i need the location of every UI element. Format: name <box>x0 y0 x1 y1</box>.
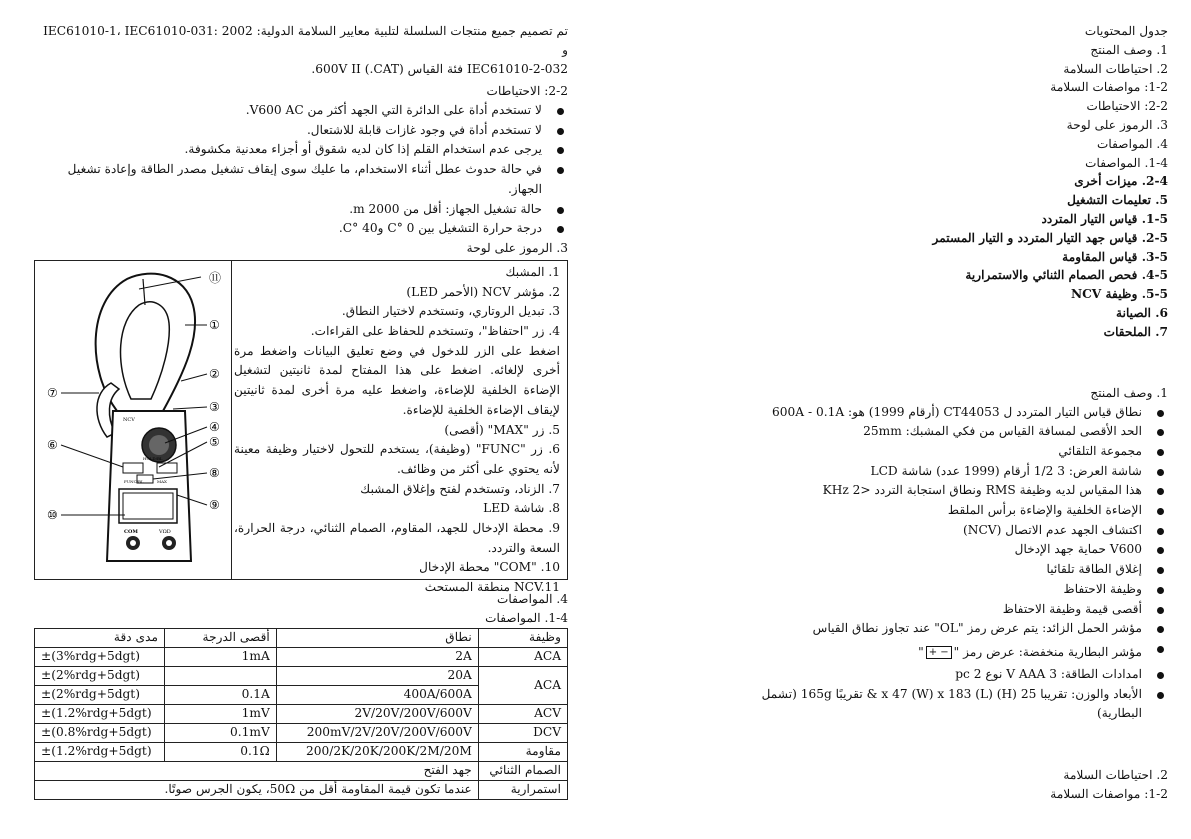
callout-6: ⑥ <box>47 437 58 452</box>
safety-subtitle: 1-2: مواصفات السلامة <box>1050 787 1168 802</box>
table-row <box>35 666 568 685</box>
battery-text: مؤشر البطارية منخفضة: عرض رمز " <box>953 644 1142 659</box>
ncv-label: NCV <box>123 416 135 423</box>
list-item: الأبعاد والوزن: تقريبا 25 (H) x 47 (W) x 183 (L) & تقريبًا 165g (تشمل البطارية) <box>725 685 1168 724</box>
table-row <box>35 647 568 666</box>
callout-8: ⑧ <box>209 465 220 480</box>
list-item: الحد الأقصى لمسافة القياس من فكي المشبك: 25mm <box>725 422 1168 442</box>
callout-11: ⑪ <box>209 270 222 285</box>
panel-item: 2. مؤشر NCV (الأحمر LED) <box>406 284 560 299</box>
toc-item: 2-2: الاحتياطات <box>1086 99 1168 114</box>
list-item: وظيفة الاحتفاظ <box>725 580 1168 600</box>
callout-3: ③ <box>209 399 220 414</box>
cell-accuracy: ±(2%rdg+5dgt) <box>35 685 165 704</box>
list-item: مؤشر البطارية منخفضة: عرض رمز "− +" <box>725 639 1168 665</box>
cell-resolution: 0.1mV <box>165 723 277 742</box>
panel-item: 9. محطة الإدخال للجهد، المقاوم، الصمام الثنائي، درجة الحرارة، السعة والتردد. <box>234 521 560 555</box>
list-item: هذا المقياس لديه وظيفة RMS ونطاق استجابة التردد <2 KHz <box>725 481 1168 501</box>
table-row <box>35 704 568 723</box>
desc-list-2 <box>725 665 1168 724</box>
panel-diagram <box>34 260 568 595</box>
cell-range: 400A/600A <box>276 685 478 704</box>
cell-function: مقاومة <box>478 742 567 761</box>
toc-item: 5. تعليمات التشغيل <box>1067 193 1168 208</box>
panel-item: 4. زر "احتفاظ"، وتستخدم للحفاظ على القراءات. <box>310 324 560 339</box>
list-item: مجموعة التلقائي <box>725 442 1168 462</box>
cell-resolution: 0.1A <box>165 685 277 704</box>
list-item: الإضاءة الخلفية والإضاءة برأس الملقط <box>725 501 1168 521</box>
header-accuracy: مدى دقة <box>35 628 165 647</box>
cell-range: 2V/20V/200V/600V <box>276 704 478 723</box>
table-row <box>35 723 568 742</box>
toc-item: 2. احتياطات السلامة <box>1063 61 1168 76</box>
panel-items <box>234 263 560 598</box>
list-item: في حالة حدوث عطل أثناء الاستخدام، ما عليك سوى إيقاف تشغيل مصدر الطاقة وإعادة تشغيل الجهاز. <box>34 160 568 199</box>
specs-table <box>34 628 568 800</box>
callout-1: ① <box>209 317 220 332</box>
toc-item: 1-5. قياس التيار المتردد <box>1041 211 1168 226</box>
table-row <box>35 742 568 761</box>
intro-line-1: تم تصميم جميع منتجات السلسلة لتلبية معايير السلامة الدولية: IEC61010-1، IEC61010-031: 2002 و <box>43 24 568 57</box>
toc-item: 3-5. قياس المقاومة <box>1062 249 1168 264</box>
cell-accuracy: ±(1.2%rdg+5dgt) <box>35 704 165 723</box>
panel-item: 1. المشبك <box>505 264 560 279</box>
list-item: V600 حماية جهد الإدخال <box>725 540 1168 560</box>
toc-item: 4. المواصفات <box>1096 136 1168 151</box>
toc-item: 2-4. ميزات أخرى <box>1074 174 1168 189</box>
panel-item: 8. شاشة LED <box>483 501 560 516</box>
header-range: نطاق <box>276 628 478 647</box>
toc-title: جدول المحتويات <box>1084 24 1168 38</box>
list-item: درجة حرارة التشغيل بين 0 °C و40 °C. <box>34 219 568 239</box>
toc-list <box>725 41 1168 342</box>
toc-item: 7. الملحقات <box>1103 324 1168 339</box>
panel-item: 3. تبديل الروتاري، وتستخدم لاختيار النطاق. <box>341 304 560 319</box>
cell-function: ACV <box>478 704 567 723</box>
callout-10: ⑩ <box>47 507 58 522</box>
cell-function: استمرارية <box>478 780 567 799</box>
cell-resolution: 1mA <box>165 647 277 666</box>
callout-4: ④ <box>209 419 220 434</box>
safety-title: 2. احتياطات السلامة <box>1063 768 1168 783</box>
hold-label: HOLD/BL <box>143 455 163 461</box>
toc-item: 5-5. وظيفة NCV <box>1070 287 1168 302</box>
vrd-label: VΩD <box>159 528 171 535</box>
panel-item: NCV.11 منطقة المستحث <box>424 580 560 595</box>
list-item: أقصى قيمة وظيفة الاحتفاظ <box>725 600 1168 620</box>
cell-range: 2A <box>276 647 478 666</box>
list-item: اكتشاف الجهد عدم الاتصال (NCV) <box>725 521 1168 541</box>
toc-item: 6. الصيانة <box>1116 305 1168 320</box>
cell-accuracy: ±(1.2%rdg+5dgt) <box>35 742 165 761</box>
callout-2: ② <box>209 366 220 381</box>
cell-accuracy: ±(2%rdg+5dgt) <box>35 666 165 685</box>
cell-note: عندما تكون قيمة المقاومة أقل من 50Ω، يكون الجرس صوتًا. <box>35 780 479 799</box>
com-label: COM <box>124 528 138 535</box>
clamp-meter-illustration <box>35 261 232 579</box>
cell-range: 200mV/2V/20V/200V/600V <box>276 723 478 742</box>
panel-item: اضغط على الزر للدخول في وضع تعليق البيانات واضغط مرة أخرى لإلغائه. اضغط على هذا المفتاح لمدة ثانيتين لتشغيل الإضاءة الخلفية للإضاءة، واضغط عليه مرة أخرى لمدة ثانيتين لإيقاف الإضاءة الخلفية للإضاءة. <box>234 343 560 417</box>
specs-subtitle: 1-4. المواصفات <box>485 610 568 625</box>
cell-range: 200/2K/20K/200K/2M/20M <box>276 742 478 761</box>
desc-list <box>725 403 1168 639</box>
list-item: شاشة العرض: 3 1/2 أرقام (1999 عدد) شاشة LCD <box>725 462 1168 482</box>
func-label: FUNC/BL <box>124 478 144 484</box>
header-function: وظيفة <box>478 628 567 647</box>
list-item: نطاق قياس التيار المتردد ل CT44053 (أرقام 1999) هو: 600A - 0.1A <box>725 403 1168 423</box>
specs-title: 4. المواصفات <box>496 591 568 606</box>
cell-resolution: 1mV <box>165 704 277 723</box>
table-row <box>35 780 568 799</box>
toc-item: 1-4. المواصفات <box>1085 155 1168 170</box>
cell-function: الصمام الثنائي <box>478 761 567 780</box>
list-item: يرجى عدم استخدام القلم إذا كان لديه شقوق أو أجزاء معدنية مكشوفة. <box>34 140 568 160</box>
cell-function: ACA <box>478 666 567 704</box>
precautions-list <box>34 101 568 239</box>
left-column <box>34 22 568 800</box>
cell-range: 20A <box>276 666 478 685</box>
cell-note: جهد الفتح <box>35 761 479 780</box>
toc-item: 4-5. فحص الصمام الثنائي والاستمرارية <box>965 268 1168 283</box>
toc-item: 3. الرموز على لوحة <box>1066 117 1168 132</box>
callout-7: ⑦ <box>47 385 58 400</box>
panel-title: 3. الرموز على لوحة <box>466 240 568 255</box>
list-item: حالة تشغيل الجهاز: أقل من 2000 m. <box>34 200 568 220</box>
panel-item: 5. زر "MAX" (أقصى) <box>444 422 560 437</box>
table-header-row <box>35 628 568 647</box>
cell-function: ACA <box>478 647 567 666</box>
callout-5: ⑤ <box>209 434 220 449</box>
cell-resolution <box>165 666 277 685</box>
table-of-contents <box>725 22 1168 342</box>
intro-line-2: IEC61010-2-032 فئة القياس (CAT.) 600V II. <box>311 62 568 76</box>
table-row <box>35 761 568 780</box>
list-item: إغلاق الطاقة تلقائيا <box>725 560 1168 580</box>
right-column <box>725 22 1168 804</box>
panel-item: 10. "COM" محطة الإدخال <box>419 560 560 575</box>
cell-function: DCV <box>478 723 567 742</box>
panel-item: 7. الزناد، وتستخدم لفتح وإغلاق المشبك <box>360 481 560 496</box>
list-item: مؤشر الحمل الزائد: يتم عرض رمز "OL" عند تجاوز نطاق القياس <box>725 619 1168 639</box>
toc-item: 1. وصف المنتج <box>1090 42 1168 57</box>
cell-resolution: 0.1Ω <box>165 742 277 761</box>
header-resolution: أقصى الدرجة <box>165 628 277 647</box>
panel-item: 6. زر "FUNC" (وظيفة)، يستخدم للتحول لاختيار وظيفة معينة لأنه يحتوي على أكثر من وظائف. <box>234 442 560 476</box>
toc-item: 2-5. قياس جهد التيار المتردد و التيار المستمر <box>932 230 1168 245</box>
list-item: امدادات الطاقة: 3 V AAA نوع 2 pc <box>725 665 1168 685</box>
precautions-title: 2-2: الاحتياطات <box>486 84 568 98</box>
desc-title: 1. وصف المنتج <box>1090 385 1168 400</box>
cell-accuracy: ±(3%rdg+5dgt) <box>35 647 165 666</box>
toc-item: 1-2: مواصفات السلامة <box>1050 80 1168 95</box>
max-label: MAX <box>157 478 167 484</box>
battery-icon: − + <box>926 646 952 659</box>
callout-9: ⑨ <box>209 497 220 512</box>
list-item: لا تستخدم أداة على الدائرة التي الجهد أكثر من V600 AC. <box>34 101 568 121</box>
list-item: لا تستخدم أداة في وجود غازات قابلة للاشتعال. <box>34 121 568 141</box>
cell-accuracy: ±(0.8%rdg+5dgt) <box>35 723 165 742</box>
